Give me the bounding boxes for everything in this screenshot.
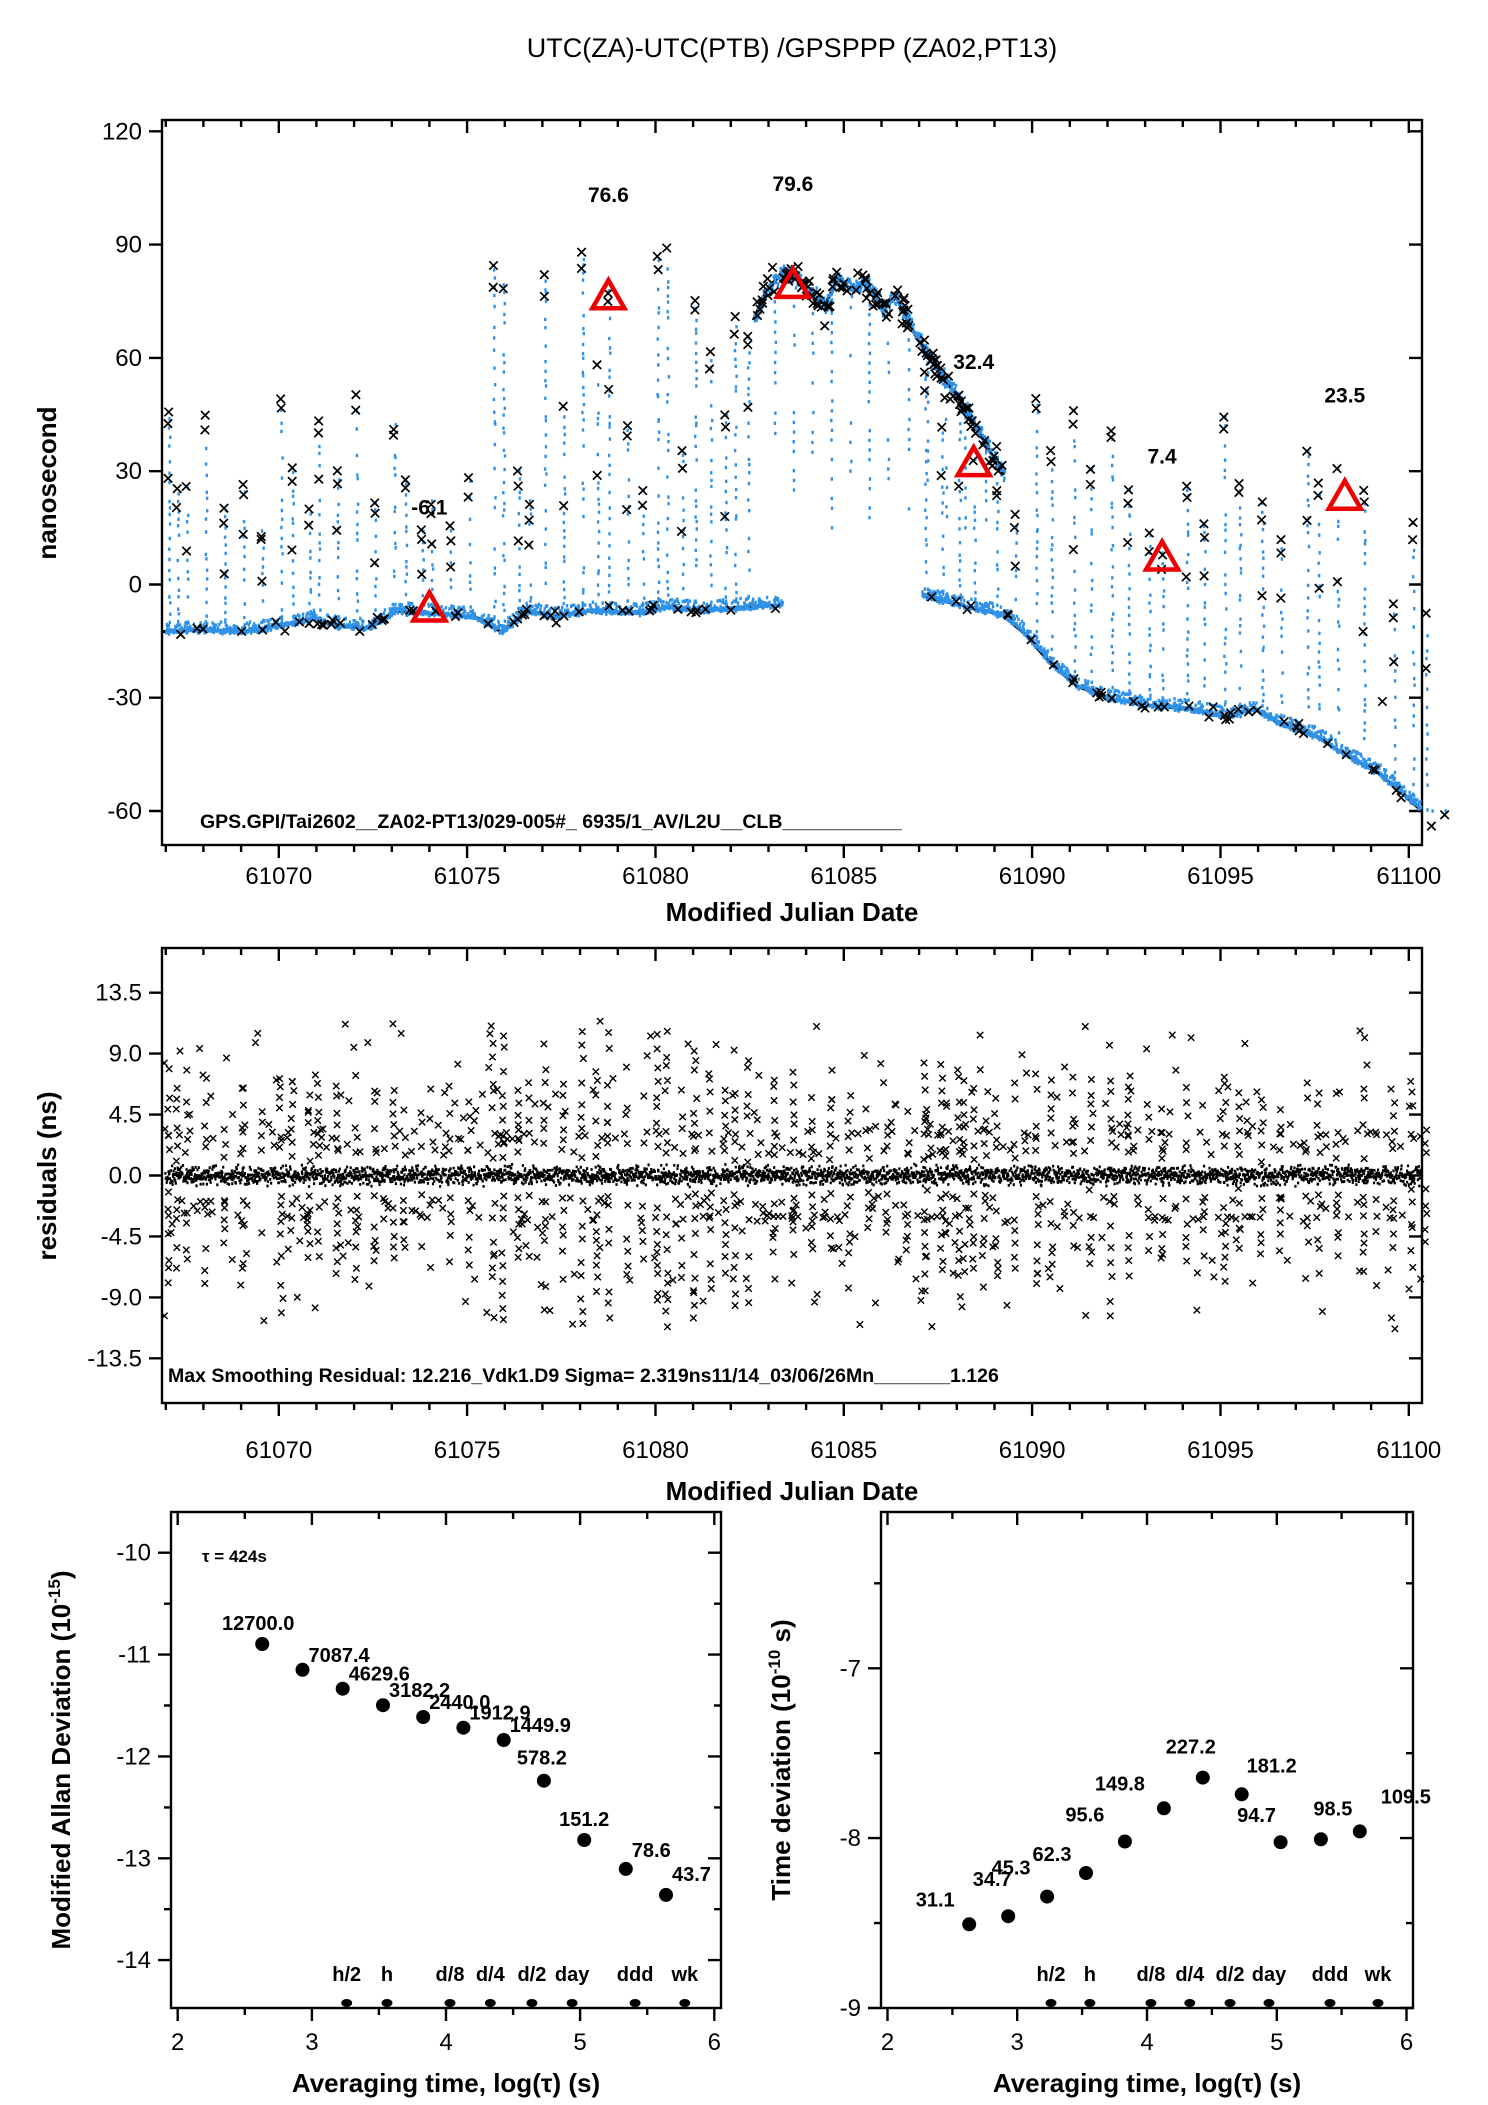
data-point bbox=[1274, 1835, 1288, 1849]
axis-ticks bbox=[149, 120, 1422, 858]
tau-marker-label: h/2 bbox=[332, 1964, 362, 1986]
data-point bbox=[416, 1710, 430, 1724]
y-tick-label: -13 bbox=[116, 1845, 151, 1873]
tau-marker bbox=[1264, 1999, 1275, 2007]
y-tick-label: -4.5 bbox=[100, 1223, 142, 1251]
data-point-label: 151.2 bbox=[559, 1809, 610, 1831]
x-tick-label: 61100 bbox=[1376, 1437, 1442, 1464]
y-tick-label: -7 bbox=[839, 1655, 861, 1683]
tau-marker bbox=[1084, 1999, 1095, 2007]
tau-marker bbox=[1373, 1999, 1384, 2007]
x-tick-label: 61075 bbox=[433, 1437, 501, 1464]
x-tick-label: 61095 bbox=[1187, 863, 1254, 890]
data-point bbox=[1314, 1832, 1328, 1846]
tau-marker-label: wk bbox=[671, 1964, 699, 1986]
x-tick-label: 61085 bbox=[810, 1437, 878, 1464]
x-tick-label: 61085 bbox=[810, 863, 878, 890]
data-point-label: 3182.2 bbox=[389, 1680, 451, 1703]
y-tick-label: 120 bbox=[101, 118, 142, 146]
triangle-label: -6.1 bbox=[411, 496, 448, 520]
x-tick-label: 61090 bbox=[998, 863, 1066, 890]
data-point-label: 98.5 bbox=[1313, 1798, 1353, 1821]
code-data-points bbox=[164, 244, 1449, 831]
data-point-label: 109.5 bbox=[1380, 1786, 1431, 1809]
data-point bbox=[962, 1917, 976, 1931]
y-tick-label: 0.0 bbox=[108, 1162, 142, 1190]
tau-marker-label: h bbox=[380, 1964, 394, 1986]
y-tick-label: 4.5 bbox=[108, 1101, 142, 1129]
data-point-label: 62.3 bbox=[1032, 1844, 1072, 1866]
y-tick-label: -9 bbox=[839, 1995, 861, 2022]
x-tick-label: 4 bbox=[1140, 2029, 1154, 2056]
y-tick-label: 60 bbox=[115, 344, 142, 372]
data-point-label: 45.3 bbox=[991, 1857, 1031, 1880]
triangle-marker bbox=[1329, 481, 1361, 509]
residuals-x-axis-title: Modified Julian Date bbox=[665, 1476, 919, 1506]
panel-frame bbox=[881, 1512, 1413, 2008]
x-tick-label: 61080 bbox=[622, 863, 689, 890]
tau-marker-label: d/4 bbox=[1175, 1964, 1205, 1986]
phase-annotation: GPS.GPI/Tai2602__ZA02-PT13/029-005#_ 6935/1_AV/L2U__CLB___________ bbox=[200, 811, 902, 833]
tau-marker bbox=[341, 1999, 352, 2007]
data-point-label: 1912.9 bbox=[469, 1702, 531, 1725]
x-tick-label: 61095 bbox=[1187, 1437, 1254, 1464]
mdev-y-axis-title: Modified Allan Deviation $(10^{-15})$ bbox=[45, 1570, 76, 1950]
tau-marker bbox=[1046, 1999, 1057, 2007]
data-point bbox=[619, 1862, 633, 1876]
data-point bbox=[255, 1637, 269, 1651]
tau-marker-label: day bbox=[1251, 1964, 1287, 1986]
tdev-plot bbox=[840, 1512, 1431, 2056]
data-point-label: 149.8 bbox=[1094, 1773, 1145, 1796]
smoothed-line bbox=[923, 596, 1422, 811]
x-tick-label: 3 bbox=[305, 2029, 319, 2056]
mdev-plot bbox=[116, 1512, 721, 2056]
data-point-label: 4629.6 bbox=[348, 1663, 410, 1686]
y-tick-label: -14 bbox=[116, 1947, 151, 1975]
x-tick-label: 61090 bbox=[998, 1437, 1066, 1464]
panel-frame bbox=[162, 120, 1422, 845]
data-point bbox=[1040, 1890, 1054, 1904]
tau-marker-label: d/8 bbox=[1136, 1964, 1166, 1986]
panel-frame bbox=[171, 1512, 721, 2008]
triangle-label: 76.6 bbox=[587, 184, 629, 208]
y-tick-label: -10 bbox=[116, 1539, 151, 1567]
tau-marker-label: day bbox=[554, 1964, 590, 1986]
x-tick-label: 61100 bbox=[1376, 863, 1442, 890]
x-tick-label: 5 bbox=[1270, 2029, 1284, 2056]
residual-band bbox=[164, 1164, 1422, 1187]
data-point-label: 78.6 bbox=[631, 1839, 671, 1862]
tau-marker bbox=[382, 1999, 393, 2007]
y-tick-label: -11 bbox=[118, 1641, 151, 1669]
data-point bbox=[537, 1774, 551, 1788]
y-tick-label: 9.0 bbox=[108, 1040, 142, 1068]
tau-marker-label: h bbox=[1083, 1964, 1097, 1986]
y-tick-label: -12 bbox=[116, 1743, 151, 1771]
data-point bbox=[1157, 1801, 1171, 1815]
data-point-label: 31.1 bbox=[915, 1889, 955, 1912]
data-point-label: 578.2 bbox=[516, 1747, 567, 1770]
data-point bbox=[336, 1682, 350, 1696]
tau-marker bbox=[485, 1999, 496, 2007]
x-tick-label: 61070 bbox=[245, 1437, 313, 1464]
residuals-y-axis-title: residuals (ns) bbox=[32, 1091, 62, 1261]
data-point bbox=[296, 1663, 310, 1677]
data-point-label: 12700.0 bbox=[222, 1613, 295, 1635]
data-point-label: 1449.9 bbox=[509, 1715, 571, 1737]
y-tick-label: -30 bbox=[107, 684, 142, 712]
tau-marker-label: h/2 bbox=[1036, 1964, 1066, 1986]
data-point bbox=[577, 1833, 591, 1847]
x-tick-label: 61080 bbox=[622, 1437, 689, 1464]
mdev-tau-annotation: τ = 424s bbox=[202, 1547, 267, 1566]
tau-marker-label: wk bbox=[1364, 1964, 1392, 1986]
phase-data-points bbox=[165, 260, 1447, 827]
mdev-x-axis-title: Averaging time, log(τ) (s) bbox=[291, 2068, 601, 2098]
x-tick-label: 6 bbox=[707, 2029, 721, 2056]
tau-marker-label: ddd bbox=[1311, 1964, 1349, 1986]
tau-marker bbox=[526, 1999, 537, 2007]
x-tick-label: 2 bbox=[171, 2029, 185, 2056]
data-point bbox=[659, 1888, 673, 1902]
y-tick-label: -13.5 bbox=[87, 1345, 142, 1373]
triangle-label: 23.5 bbox=[1324, 384, 1366, 408]
phase-plot bbox=[102, 118, 1449, 890]
data-point bbox=[1353, 1824, 1367, 1838]
phase-x-axis-title: Modified Julian Date bbox=[665, 897, 919, 927]
triangle-label: 7.4 bbox=[1147, 445, 1177, 469]
y-tick-label: 13.5 bbox=[95, 979, 142, 1007]
tau-marker bbox=[630, 1999, 641, 2007]
y-tick-label: -8 bbox=[839, 1825, 861, 1853]
x-tick-label: 6 bbox=[1399, 2029, 1414, 2056]
data-point-label: 34.7 bbox=[972, 1869, 1012, 1892]
y-tick-label: -9.0 bbox=[100, 1284, 142, 1312]
data-point bbox=[1001, 1909, 1015, 1923]
y-tick-label: 30 bbox=[115, 458, 142, 486]
data-point-label: 95.6 bbox=[1065, 1804, 1105, 1827]
data-point-label: 227.2 bbox=[1165, 1736, 1216, 1759]
data-point bbox=[1079, 1866, 1093, 1880]
tau-marker bbox=[445, 1999, 456, 2007]
residuals-annotation: Max Smoothing Residual: 12.216_Vdk1.D9 Sigma= 2.319ns11/14_03/06/26Mn_______1.126 bbox=[168, 1365, 999, 1387]
y-tick-label: 90 bbox=[115, 231, 142, 259]
tau-marker bbox=[1325, 1999, 1336, 2007]
x-tick-label: 5 bbox=[573, 2029, 587, 2056]
tau-marker-label: d/8 bbox=[435, 1964, 465, 1986]
chart-title: UTC(ZA)-UTC(PTB) /GPSPPP (ZA02,PT13) bbox=[526, 33, 1058, 63]
tau-marker bbox=[1184, 1999, 1195, 2007]
axis-ticks bbox=[158, 1512, 721, 2021]
data-point bbox=[497, 1733, 511, 1747]
data-point bbox=[376, 1698, 390, 1712]
tau-marker-label: d/2 bbox=[1215, 1964, 1245, 1986]
tau-marker bbox=[1145, 1999, 1156, 2007]
data-point bbox=[1196, 1771, 1210, 1785]
data-point-label: 181.2 bbox=[1246, 1755, 1297, 1778]
x-tick-label: 2 bbox=[880, 2029, 895, 2056]
triangle-label: 32.4 bbox=[953, 351, 995, 375]
data-point-label: 43.7 bbox=[672, 1863, 711, 1886]
data-point bbox=[1235, 1787, 1249, 1801]
axis-ticks bbox=[868, 1512, 1413, 2021]
y-tick-label: -60 bbox=[107, 798, 142, 825]
data-point-label: 2440.0 bbox=[429, 1692, 491, 1714]
tdev-y-axis-title: Time deviation ($10^{-10}$ s) bbox=[765, 1619, 796, 1901]
triangle-label: 79.6 bbox=[772, 172, 814, 196]
tau-marker-label: d/2 bbox=[517, 1964, 547, 1986]
tau-marker bbox=[1225, 1999, 1236, 2007]
x-tick-label: 4 bbox=[439, 2029, 453, 2056]
data-point-label: 7087.4 bbox=[308, 1644, 370, 1667]
tdev-x-axis-title: Averaging time, log(τ) (s) bbox=[992, 2068, 1302, 2098]
data-point bbox=[456, 1721, 470, 1735]
tau-marker bbox=[567, 1999, 578, 2007]
tau-marker bbox=[679, 1999, 690, 2007]
data-point-label: 94.7 bbox=[1237, 1805, 1277, 1828]
x-tick-label: 61070 bbox=[245, 863, 313, 890]
x-tick-label: 3 bbox=[1010, 2029, 1024, 2056]
phase-y-axis-title: nanosecond bbox=[32, 406, 62, 560]
y-tick-label: 0 bbox=[128, 571, 142, 599]
x-tick-label: 61075 bbox=[433, 863, 501, 890]
tau-marker-label: d/4 bbox=[475, 1964, 505, 1986]
data-point bbox=[1118, 1835, 1132, 1849]
tau-marker-label: ddd bbox=[616, 1964, 654, 1986]
